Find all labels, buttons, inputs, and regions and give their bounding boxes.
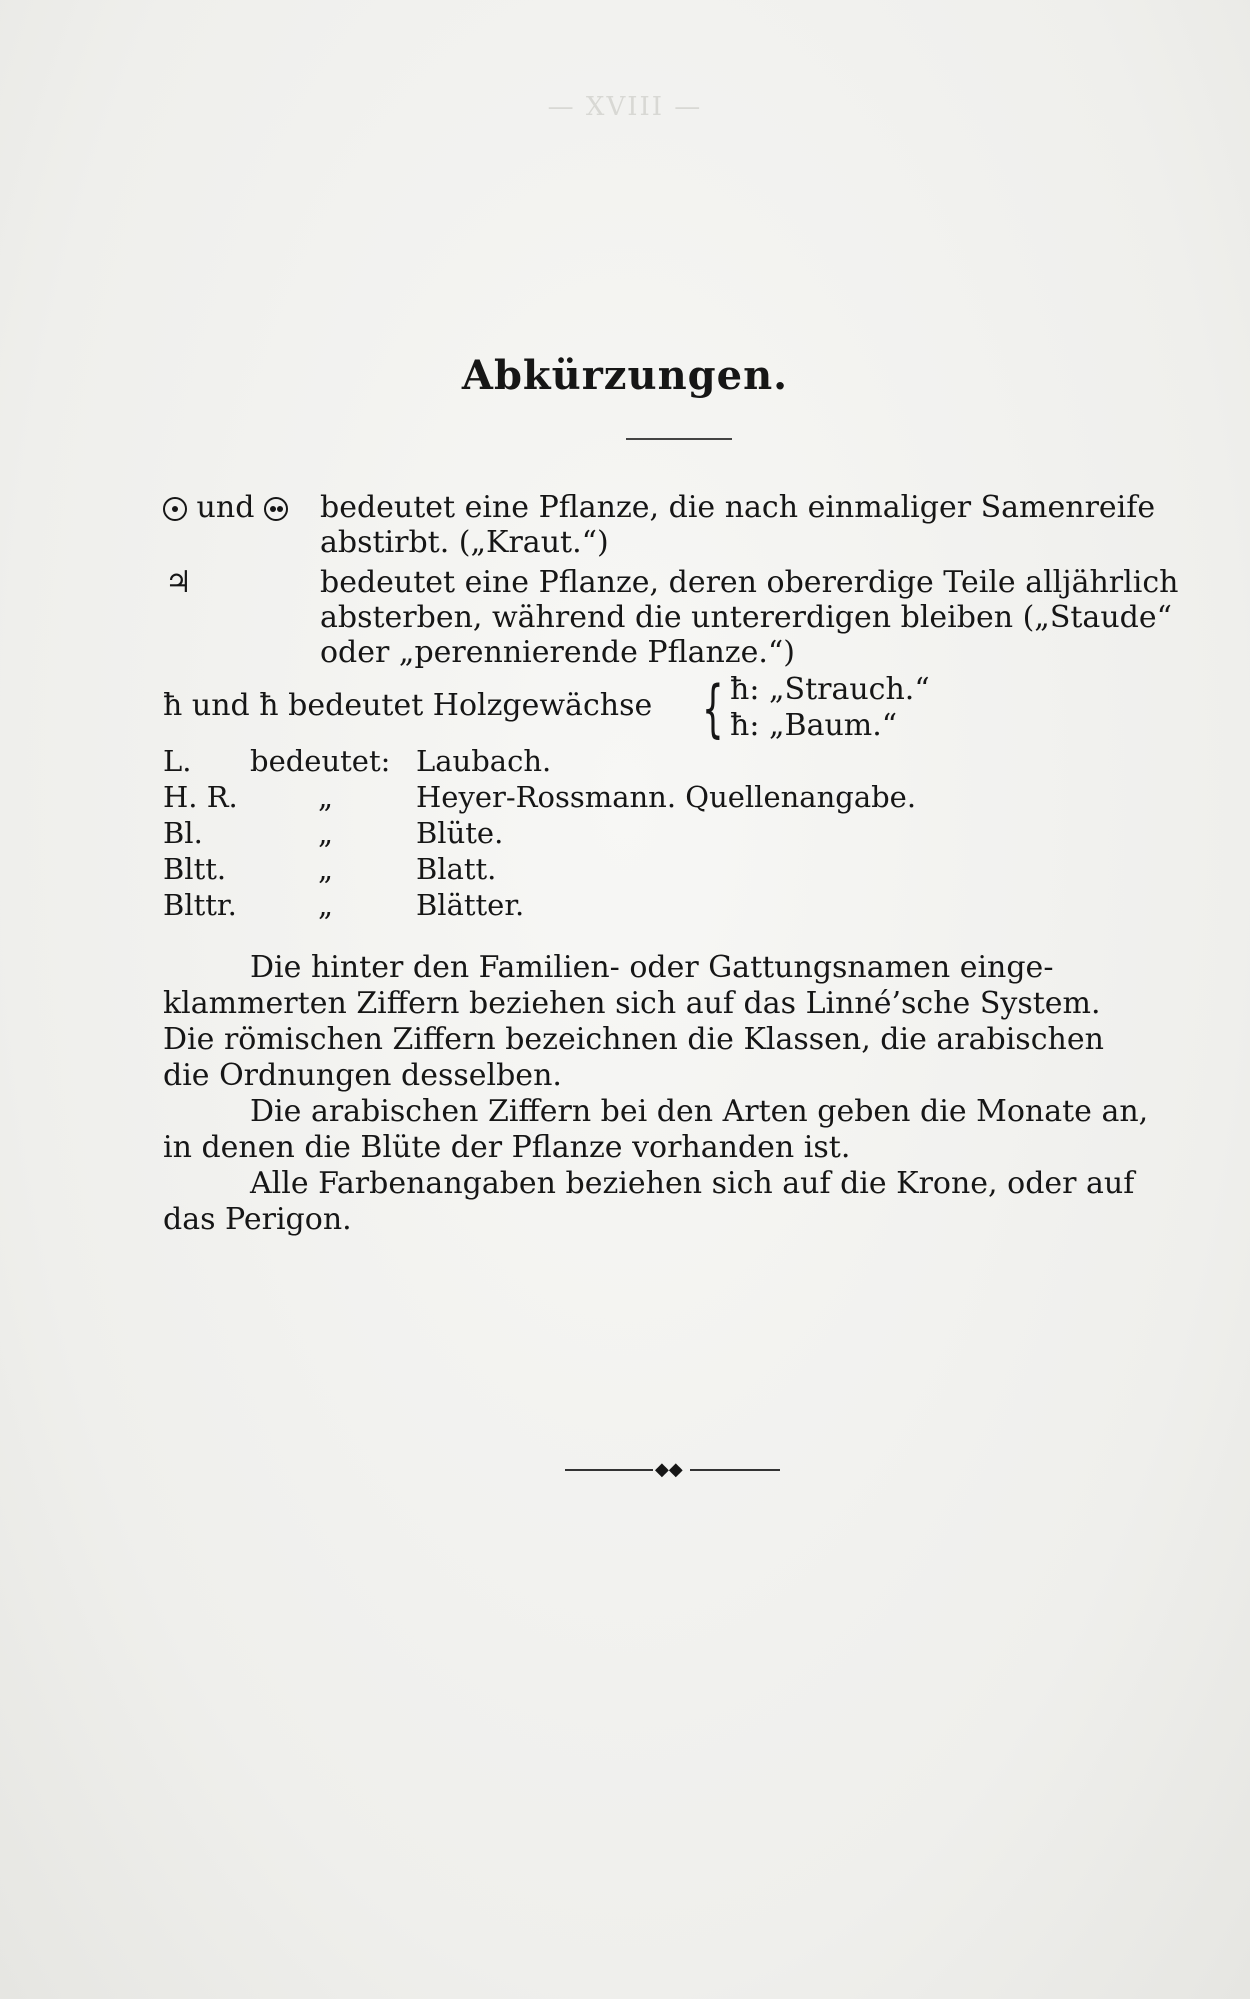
abbreviation-meaning: Blatt. (416, 852, 497, 886)
perennial-line-3: oder „perennierende Pflanze.“) (320, 635, 795, 670)
abbreviation-mid: „ (318, 888, 334, 922)
paragraph-line: in denen die Blüte der Pflanze vorhanden ist. (163, 1130, 851, 1165)
abbreviation-meaning: Blätter. (416, 888, 525, 922)
tree-label: „Baum.“ (768, 708, 898, 743)
abbreviation-mid: „ (318, 852, 334, 886)
woody-entry (163, 688, 652, 723)
abbreviation-meaning: Blüte. (416, 816, 504, 850)
shrub-symbol-icon: ħ: (730, 672, 760, 707)
abbreviation-abbr: Bltt. (163, 852, 227, 886)
abbreviation-mid: „ (318, 780, 334, 814)
annual-line-1: bedeutet eine Pflanze, die nach einmaliger Samenreife (320, 490, 1156, 525)
paragraph-line: das Perigon. (163, 1202, 352, 1237)
ornament-line-left (565, 1469, 653, 1471)
annual-entry (163, 490, 288, 525)
paragraph-line: Alle Farbenangaben beziehen sich auf die Krone, oder auf (250, 1166, 1135, 1201)
diamond-ornament-icon: ◆◆ (655, 1459, 683, 1480)
section-ornament (565, 1459, 780, 1480)
annual-join: und (196, 490, 255, 525)
shrub-label: „Strauch.“ (768, 672, 930, 707)
abbreviation-meaning: Laubach. (416, 744, 552, 778)
shrub-symbol-icon: ħ (163, 688, 183, 723)
paragraph-line: Die arabischen Ziffern bei den Arten geben die Monate an, (250, 1094, 1149, 1129)
abbreviation-meaning: Heyer-Rossmann. Quellenangabe. (416, 780, 917, 814)
brace-icon: { (702, 672, 724, 745)
title-rule (626, 438, 732, 440)
abbreviation-mid: bedeutet: (250, 744, 391, 778)
tree-symbol-icon: ħ (259, 688, 279, 723)
perennial-line-2: absterben, während die untererdigen bleiben („Staude“ (320, 600, 1172, 635)
biennial-symbol-icon (264, 497, 288, 521)
woody-text: bedeutet Holzgewächse (288, 688, 653, 723)
tree-symbol-icon: ħ: (730, 708, 760, 743)
paragraph-line: Die römischen Ziffern bezeichnen die Klassen, die arabischen (163, 1022, 1104, 1057)
paragraph-line: Die hinter den Familien- oder Gattungsnamen einge- (250, 950, 1054, 985)
abbreviation-mid: „ (318, 816, 334, 850)
annual-symbol-icon (163, 497, 187, 521)
page-number: — XVIII — (547, 92, 703, 122)
abbreviation-abbr: Blttr. (163, 888, 237, 922)
paragraph-line: klammerten Ziffern beziehen sich auf das Linné’sche System. (163, 986, 1101, 1021)
perennial-symbol-icon: ♃ (165, 565, 192, 600)
abbreviation-abbr: Bl. (163, 816, 203, 850)
brace-item-2 (730, 708, 897, 743)
abbreviation-abbr: H. R. (163, 780, 238, 814)
ornament-line-right (690, 1469, 780, 1471)
page-title: Abkürzungen. (461, 352, 789, 399)
annual-line-2: abstirbt. („Kraut.“) (320, 525, 609, 560)
brace-item-1 (730, 672, 930, 707)
woody-join: und (191, 688, 250, 723)
abbreviation-abbr: L. (163, 744, 192, 778)
paragraph-line: die Ordnungen desselben. (163, 1058, 562, 1093)
perennial-line-1: bedeutet eine Pflanze, deren obererdige Teile alljährlich (320, 565, 1179, 600)
